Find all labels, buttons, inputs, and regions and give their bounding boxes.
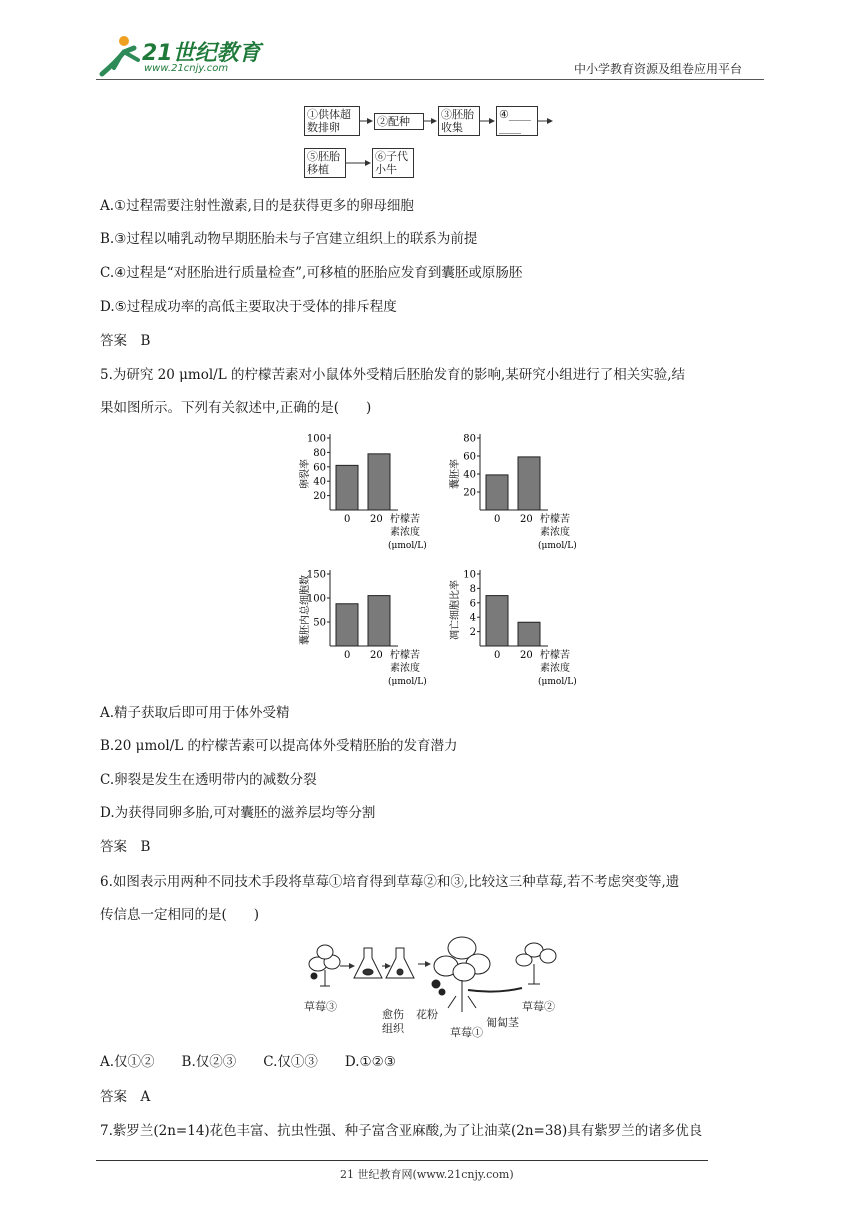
chart-3-ytick-label-2: 150 — [306, 569, 326, 581]
logo — [94, 34, 264, 78]
chart-4-ytick-label-0: 2 — [469, 627, 476, 639]
chart-1-ytick-label-4: 100 — [306, 433, 326, 445]
chart-1-bar-0 — [336, 465, 358, 510]
footer-text: 21 世纪教育网(www.21cnjy.com) — [340, 1168, 514, 1181]
chart-4-ytick-label-4: 10 — [463, 569, 476, 581]
chart-4-ytick-label-3: 8 — [469, 583, 476, 595]
q4-option-b: B.③过程以哺乳动物早期胚胎未与子宫建立组织上的联系为前提 — [100, 231, 478, 247]
chart-4-ytick-label-2: 6 — [469, 598, 476, 610]
label-pollen: 花粉 — [416, 1008, 438, 1021]
chart-2-ytick-label-0: 20 — [463, 487, 476, 499]
label-callus-1: 愈伤 — [382, 1008, 404, 1021]
q4-answer: 答案 B — [100, 333, 151, 349]
flask-callus-icon — [354, 948, 382, 978]
strawberry-plant-3-icon — [309, 945, 340, 986]
strawberry-plant-2-icon — [516, 943, 556, 984]
chart-3 — [298, 570, 427, 688]
q6-stem-line2: 传信息一定相同的是( ) — [100, 907, 260, 923]
q5-option-d: D.为获得同卵多胎,可对囊胚的滋养层均等分割 — [100, 805, 376, 821]
chart-3-xlabel-3: (μmol/L) — [388, 677, 427, 687]
q6-answer: 答案 A — [100, 1089, 151, 1105]
flow-arrows — [0, 0, 860, 200]
chart-2-bar-1 — [518, 457, 540, 510]
chart-1 — [298, 434, 427, 552]
strawberry-plant-1-icon — [432, 937, 490, 1012]
logo-url: www.21cnjy.com — [144, 63, 229, 74]
chart-4-category-0: 0 — [494, 650, 501, 661]
header-divider — [96, 79, 764, 80]
chart-2-ylabel: 囊胚率 — [450, 459, 461, 489]
chart-1-category-0: 0 — [344, 514, 351, 525]
chart-4-category-1: 20 — [520, 650, 533, 661]
chart-3-category-0: 0 — [344, 650, 351, 661]
chart-1-ylabel: 卵裂率 — [300, 459, 311, 489]
chart-3-xlabel-1: 柠檬苦 — [390, 650, 420, 661]
chart-3-xlabel-2: 素浓度 — [390, 663, 420, 674]
flow-box-6: ⑥子代小牛 — [372, 148, 414, 178]
q5-answer: 答案 B — [100, 839, 151, 855]
flow-box-5: ⑤胚胎移植 — [304, 148, 346, 178]
chart-2-category-0: 0 — [494, 514, 501, 525]
chart-2-xlabel-3: (μmol/L) — [538, 541, 577, 551]
chart-2-xlabel-2: 素浓度 — [540, 527, 570, 538]
label-strawberry-1: 草莓① — [450, 1026, 483, 1039]
q4-option-d: D.⑤过程成功率的高低主要取决于受体的排斥程度 — [100, 299, 397, 315]
chart-1-category-1: 20 — [370, 514, 383, 525]
q6-options: A.仅①② B.仅②③ C.仅①③ D.①②③ — [100, 1054, 396, 1070]
strawberry-figure — [296, 934, 566, 1040]
q4-option-a: A.①过程需要注射性激素,目的是获得更多的卵母细胞 — [100, 198, 414, 214]
chart-2-ytick-label-3: 80 — [463, 433, 476, 445]
q5-option-c: C.卵裂是发生在透明带内的减数分裂 — [100, 772, 317, 788]
chart-3-ytick-label-1: 100 — [306, 593, 326, 605]
chart-2-category-1: 20 — [520, 514, 533, 525]
label-callus-2: 组织 — [382, 1022, 404, 1035]
flow-box-3: ③胚胎收集 — [438, 106, 480, 136]
chart-4-bar-0 — [486, 596, 508, 646]
label-stolon: 匍匐茎 — [486, 1016, 519, 1029]
chart-1-xlabel-3: (μmol/L) — [388, 541, 427, 551]
chart-4-bar-1 — [518, 622, 540, 646]
flask-pollen-icon — [386, 948, 414, 978]
flow-box-1: ①供体超数排卵 — [304, 106, 360, 136]
chart-3-ylabel: 囊胚内总细胞数 — [300, 575, 311, 645]
q5-stem-line1: 5.为研究 20 μmol/L 的柠檬苦素对小鼠体外受精后胚胎发育的影响,某研究小组进行了相关实验,结 — [100, 367, 686, 383]
q5-option-b: B.20 μmol/L 的柠檬苦素可以提高体外受精胚胎的发育潜力 — [100, 738, 458, 754]
q5-option-a: A.精子获取后即可用于体外受精 — [100, 705, 290, 721]
chart-2 — [448, 434, 577, 552]
chart-4-ytick-label-1: 4 — [469, 612, 476, 624]
q5-stem-line2: 果如图所示。下列有关叙述中,正确的是( ) — [100, 400, 372, 416]
chart-1-xlabel-2: 素浓度 — [390, 527, 420, 538]
q4-option-c: C.④过程是“对胚胎进行质量检查”,可移植的胚胎应发育到囊胚或原肠胚 — [100, 265, 523, 281]
chart-1-ytick-label-2: 60 — [313, 462, 326, 474]
chart-2-xlabel-1: 柠檬苦 — [540, 514, 570, 525]
flow-box-2: ②配种 — [374, 113, 424, 130]
chart-3-category-1: 20 — [370, 650, 383, 661]
logo-text: 21世纪教育 — [142, 41, 261, 66]
chart-1-ytick-label-3: 80 — [313, 447, 326, 459]
strawberry-illustration — [296, 934, 566, 1040]
chart-3-bar-1 — [368, 596, 390, 646]
chart-1-xlabel-1: 柠檬苦 — [390, 514, 420, 525]
flow-box-4: ④____ ____ — [496, 106, 538, 136]
chart-3-bar-0 — [336, 604, 358, 646]
chart-1-ytick-label-0: 20 — [313, 491, 326, 503]
chart-4-xlabel-1: 柠檬苦 — [540, 650, 570, 661]
stolon-line — [468, 988, 522, 992]
chart-3-ytick-label-0: 50 — [313, 617, 326, 629]
chart-1-ytick-label-1: 40 — [313, 476, 326, 488]
q6-stem-line1: 6.如图表示用两种不同技术手段将草莓①培育得到草莓②和③,比较这三种草莓,若不考虑突变等,遗 — [100, 874, 680, 890]
q7-stem-line1: 7.紫罗兰(2n=14)花色丰富、抗虫性强、种子富含亚麻酸,为了让油菜(2n=38)具有紫罗兰的诸多优良 — [100, 1123, 703, 1139]
footer-divider — [96, 1160, 708, 1161]
chart-1-bar-1 — [368, 454, 390, 510]
header-right-text: 中小学教育资源及组卷应用平台 — [574, 62, 743, 76]
chart-4-xlabel-3: (μmol/L) — [538, 677, 577, 687]
chart-4-xlabel-2: 素浓度 — [540, 663, 570, 674]
chart-2-bar-0 — [486, 475, 508, 510]
chart-4-ylabel: 凋亡细胞比率 — [450, 580, 461, 640]
chart-4 — [448, 570, 577, 688]
q5-charts — [286, 432, 586, 694]
label-strawberry-3: 草莓③ — [304, 1000, 337, 1013]
chart-2-ytick-label-2: 60 — [463, 451, 476, 463]
chart-2-ytick-label-1: 40 — [463, 469, 476, 481]
label-strawberry-2: 草莓② — [522, 1000, 555, 1013]
logo-runner-icon — [94, 34, 144, 78]
